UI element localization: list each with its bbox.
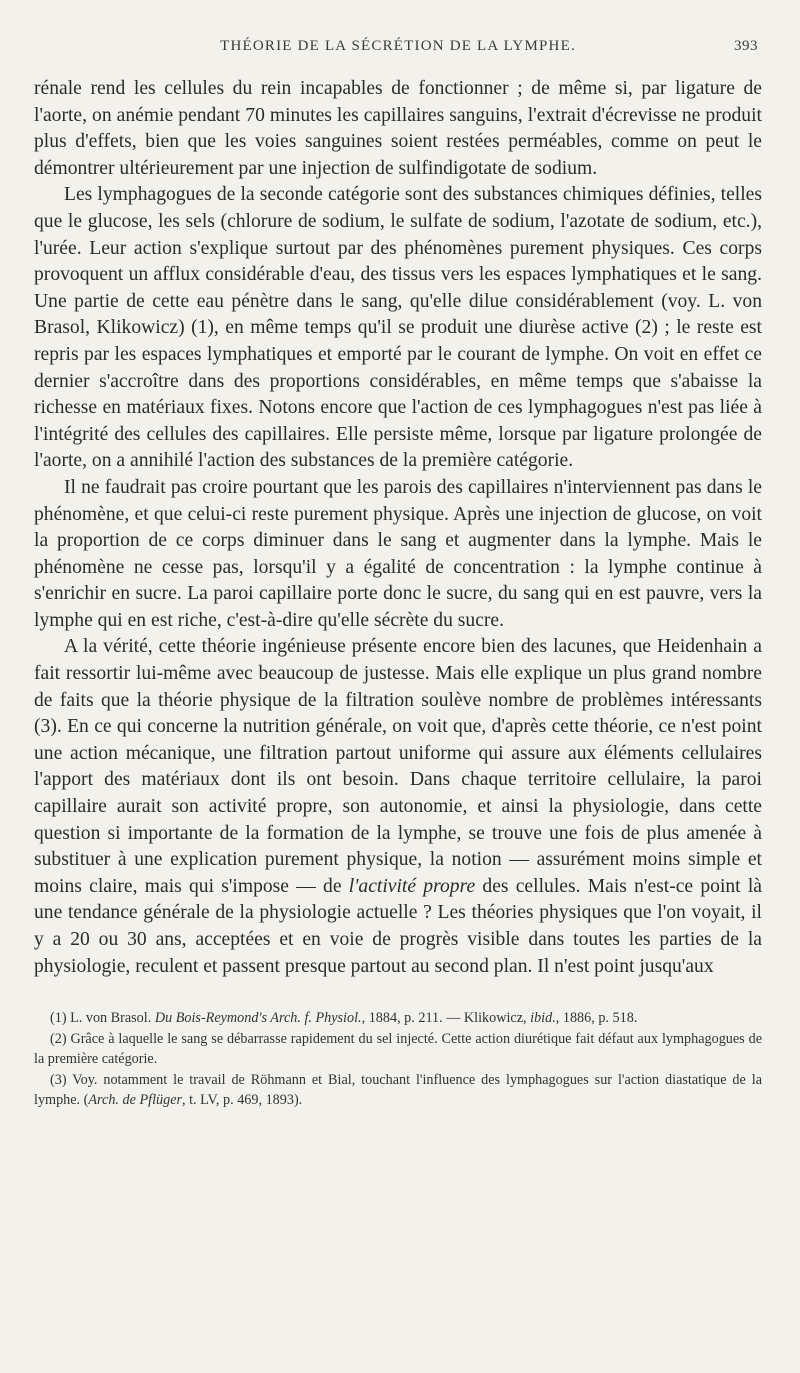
paragraph-4-emphasis: l'activité propre (348, 875, 476, 897)
paragraph-1: rénale rend les cellules du rein incapables de fonctionner ; de même si, par ligature de l'aorte, on anémie pendant 70 minutes les capillaires sanguins, l'extrait d'écrevisse ne produit plus d'effets, bien que les voies sanguines soient restées perméables, comme on peut le démontrer ultérieurement par une injection de sulfindigotate de sodium. (34, 78, 762, 179)
paragraph-2: Les lymphagogues de la seconde catégorie sont des substances chimiques définies, telles que le glucose, les sels (chlorure de sodium, le sulfate de sodium, l'azotate de sodium, etc.), l'urée. Leur action s'explique surtout par des phénomènes purement physiques. Ces corps provoquent un afflux considérable d'eau, des tissus vers les espaces lymphatiques et le sang. Une partie de cette eau pénètre dans le sang, qu'elle dilue considérablement (voy. L. von Brasol, Klikowicz) (1), en même temps qu'il se produit une diurèse active (2) ; le reste est repris par les espaces lymphatiques et emporté par le courant de lymphe. On voit en effet ce dernier s'accroître dans des proportions considérables, en même temps que s'abaisse la richesse en matériaux fixes. Notons encore que l'action de ces lymphagogues n'est pas liée à l'intégrité des cellules des capillaires. Elle persiste même, lorsque par ligature prolongée de l'aorte, on a annihilé l'action des substances de la première catégorie. (34, 184, 762, 472)
footnote-1-suffix: , 1886, p. 518. (555, 1010, 638, 1027)
running-head (34, 34, 762, 64)
footnote-1-journal: Du Bois-Reymond's Arch. f. Physiol. (154, 1010, 362, 1027)
footnote-1 (34, 1008, 762, 1029)
footnote-3-journal: Arch. de Pflüger (88, 1092, 183, 1109)
footnotes (34, 1008, 762, 1111)
footnote-1-ibid: ibid. (530, 1010, 556, 1027)
footnote-3-suffix: , t. LV, p. 469, 1893). (182, 1092, 303, 1109)
paragraph-3: Il ne faudrait pas croire pourtant que les parois des capillaires n'interviennent pas dans le phénomène, et que celui-ci reste purement physique. Après une injection de glucose, on voit la proportion de ce corps diminuer dans le sang et augmenter dans la lymphe. Mais le phénomène ne cesse pas, lorsqu'il y a égalité de concentration : la lymphe continue à s'enrichir en sucre. La paroi capillaire porte donc le sucre, du sang qui en est pauvre, vers la lymphe qui en est riche, c'est-à-dire qu'elle sécrète du sucre. (34, 476, 762, 631)
page-number: 393 (734, 38, 758, 54)
footnote-3 (34, 1070, 762, 1111)
body-text (34, 76, 762, 980)
footnote-2: (2) Grâce à laquelle le sang se débarrasse rapidement du sel injecté. Cette action diurétique fait défaut aux lymphagogues de la première catégorie. (34, 1030, 762, 1068)
paragraph-4 (34, 634, 762, 980)
running-title: THÉORIE DE LA SÉCRÉTION DE LA LYMPHE. (220, 38, 576, 54)
footnote-3-prefix: (3) Voy. notamment le travail de Röhmann et Bial, touchant l'influence des lymphagogues sur l'action diastatique de la lymphe. ( (34, 1071, 762, 1109)
footnote-1-middle: , 1884, p. 211. — Klikowicz, (361, 1010, 531, 1027)
footnote-1-prefix: (1) L. von Brasol. (50, 1010, 155, 1027)
paragraph-4-part-2: des cellules. Mais n'est-ce point là une tendance générale de la physiologie actuelle ? Les théories physiques que l'on voyait, il y a 20 ou 30 ans, acceptées et en voie de progrès visible dans toutes les parties de la physiologie, reculent et passent presque partout au second plan. Il n'est point jusqu'aux (34, 875, 762, 977)
paragraph-4-part-1: A la vérité, cette théorie ingénieuse présente encore bien des lacunes, que Heidenhain a fait ressortir lui-même avec beaucoup de justesse. Mais elle explique un plus grand nombre de faits que la théorie physique de la filtration soulève nombre de problèmes intéressants (3). En ce qui concerne la nutrition générale, on voit que, d'après cette théorie, ce n'est point une action mécanique, une filtration partout uniforme qui assure aux éléments cellulaires l'apport des matériaux dont ils ont besoin. Dans chaque territoire cellulaire, la paroi capillaire aurait son activité propre, son autonomie, et ainsi la physiologie, dans cette question si importante de la formation de la lymphe, se trouve une fois de plus amenée à substituer à une explication purement physique, la notion — assurément moins simple et moins claire, mais qui s'impose — de (34, 636, 762, 897)
